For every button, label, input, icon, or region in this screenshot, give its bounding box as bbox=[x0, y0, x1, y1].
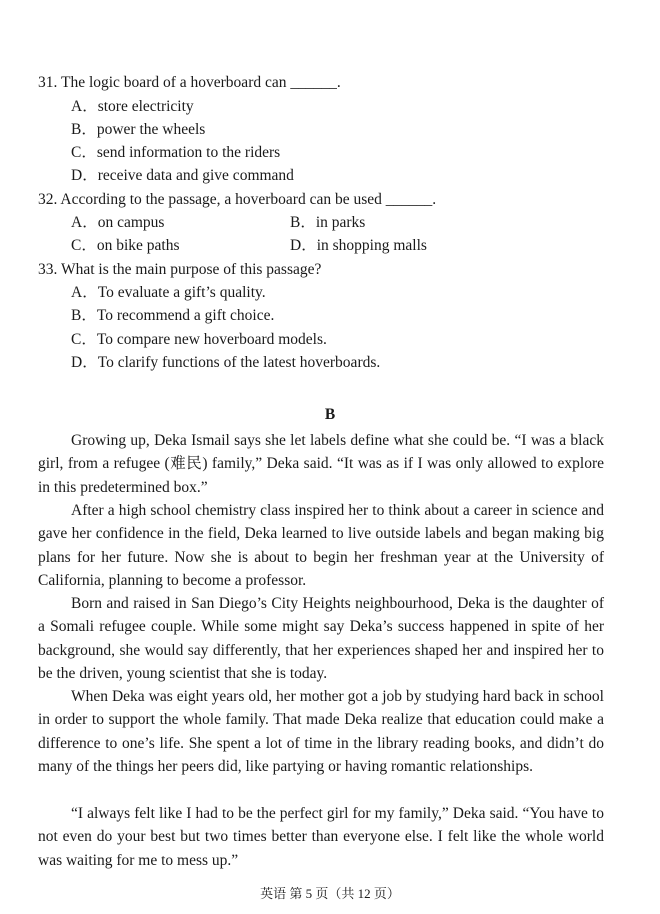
passage-paragraph-3: Born and raised in San Diego’s City Heights neighbourhood, Deka is the daughter of a Somali refugee couple. While some might say Deka’s success happened in spite of her background, she would say differently, that her experiences shaped her and inspired her to be the driven, young scientist that she is today. bbox=[38, 595, 604, 683]
question-31-option-b: B．power the wheels bbox=[71, 121, 206, 138]
question-31-option-c: C．send information to the riders bbox=[71, 144, 281, 161]
question-31-option-a: A．store electricity bbox=[71, 98, 194, 115]
question-32-option-d: D．in shopping malls bbox=[290, 237, 427, 254]
question-32-option-b: B．in parks bbox=[290, 214, 366, 231]
question-32-option-a: A．on campus bbox=[71, 214, 165, 231]
question-32-stem: 32. According to the passage, a hoverboard can be used ______. bbox=[38, 191, 437, 208]
page-footer: 英语 第 5 页（共 12 页） bbox=[260, 886, 400, 901]
question-31-stem: 31. The logic board of a hoverboard can ______. bbox=[38, 74, 341, 91]
question-33-stem: 33. What is the main purpose of this passage? bbox=[38, 261, 322, 278]
question-31-option-d: D．receive data and give command bbox=[71, 167, 294, 184]
question-33-option-b: B．To recommend a gift choice. bbox=[71, 307, 275, 324]
question-33-option-a: A．To evaluate a gift’s quality. bbox=[71, 284, 266, 301]
passage-paragraph-4: When Deka was eight years old, her mother got a job by studying hard back in school in order to support the whole family. That made Deka realize that education could make a difference to one’s life. She spent a lot of time in the library reading books, and didn’t do many of the things her peers did, like partying or having romantic relationships. bbox=[38, 688, 604, 776]
passage-paragraph-2: After a high school chemistry class inspired her to think about a career in science and gave her confidence in the field, Deka learned to live outside labels and began making big plans for her future. Now she is about to begin her freshman year at the University of California, planning to become a professor. bbox=[38, 502, 604, 590]
question-32-option-c: C．on bike paths bbox=[71, 237, 180, 254]
question-33-option-c: C．To compare new hoverboard models. bbox=[71, 331, 327, 348]
passage-paragraph-1: Growing up, Deka Ismail says she let labels define what she could be. “I was a black girl, from a refugee (难民) family,” Deka said. “It was as if I was only allowed to explore in this predetermined box.” bbox=[38, 432, 604, 496]
passage-paragraph-5: “I always felt like I had to be the perfect girl for my family,” Deka said. “You have to not even do your best but two times better than everyone else. I felt like the whole world was waiting for me to mess up.” bbox=[38, 805, 604, 869]
question-33-option-d: D．To clarify functions of the latest hoverboards. bbox=[71, 354, 381, 371]
section-b-heading: B bbox=[324, 406, 336, 423]
